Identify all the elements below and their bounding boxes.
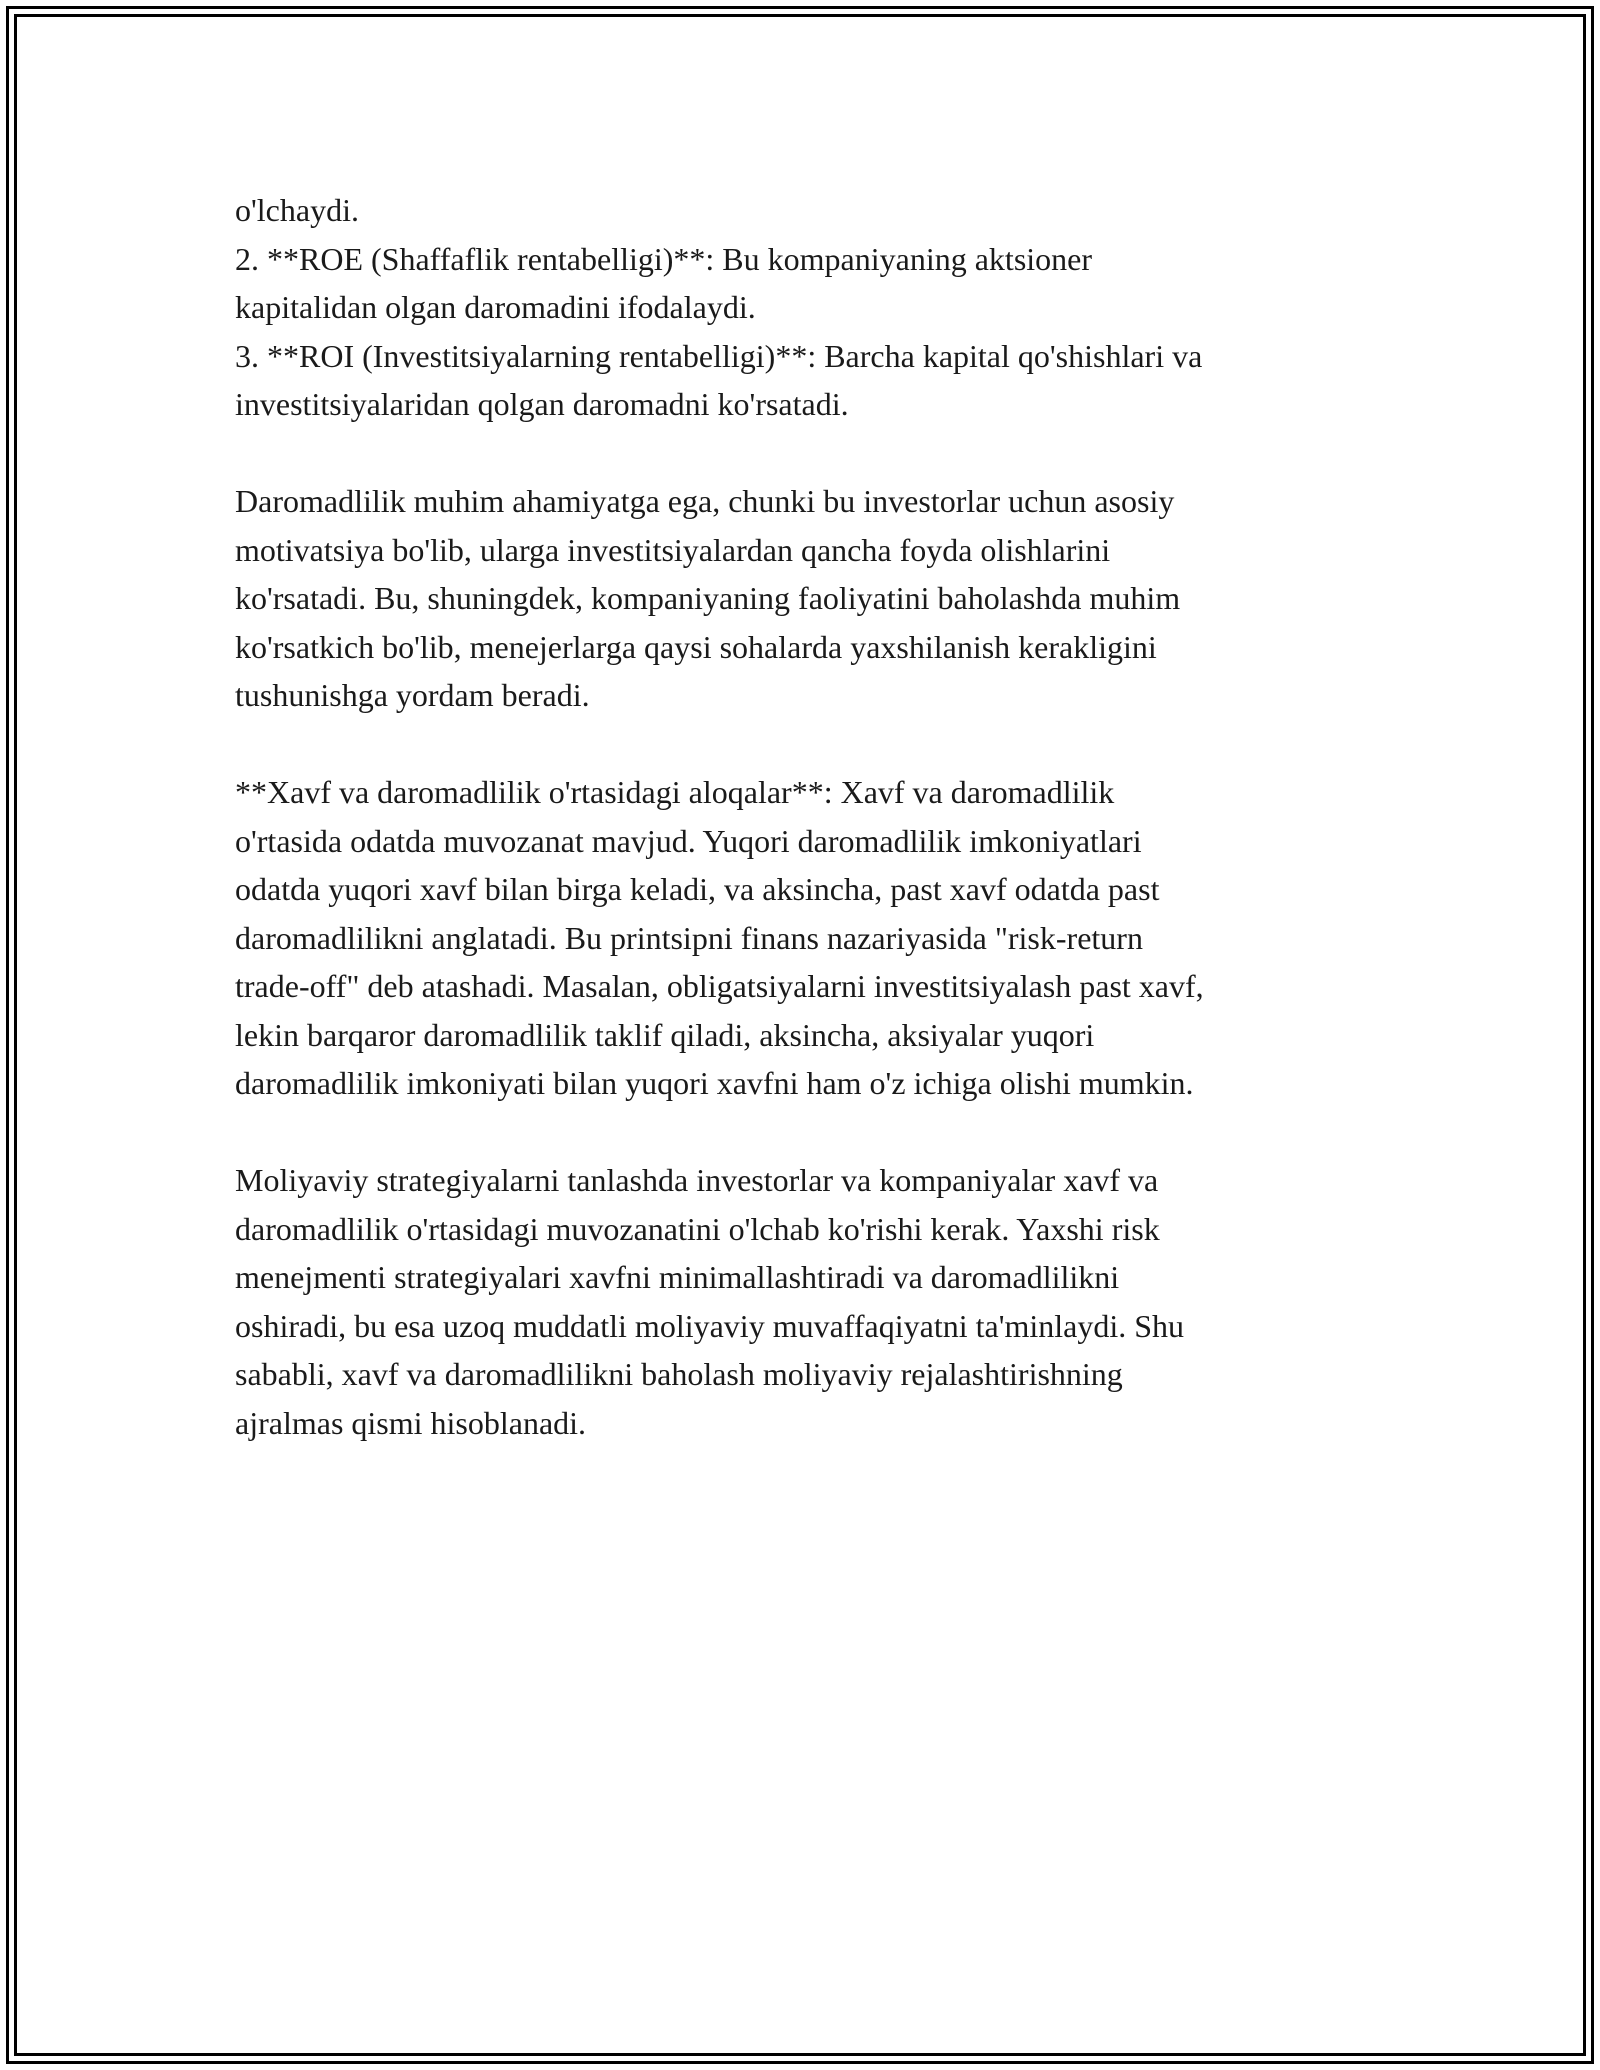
paragraph-ratios-list: o'lchaydi. 2. **ROE (Shaffaflik rentabelligi)**: Bu kompaniyaning aktsioner kapitalidan olgan daromadini ifodalaydi. 3. **ROI (Investitsiyalarning rentabelligi)**: Barcha kapital qo'shishlari va investitsiyalaridan qolgan daromadni ko'rsatadi. <box>235 192 1203 422</box>
paragraph-risk-return-relationship: **Xavf va daromadlilik o'rtasidagi aloqalar**: Xavf va daromadlilik o'rtasida odatda muvozanat mavjud. Yuqori daromadlilik imkoniyatlari odatda yuqori xavf bilan birga keladi, va aksincha, past xavf odatda past daromadlilikni anglatadi. Bu printsipni finans nazariyasida "risk-return trade-off" deb atashadi. Masalan, obligatsiyalarni investitsiyalash past xavf, lekin barqaror daromadlilik taklif qiladi, aksincha, aksiyalar yuqori daromadlilik imkoniyati bilan yuqori xavfni ham o'z ichiga olishi mumkin. <box>235 774 1204 1101</box>
paragraph-profitability-importance: Daromadlilik muhim ahamiyatga ega, chunki bu investorlar uchun asosiy motivatsiya bo'lib, ularga investitsiyalardan qancha foyda olishlarini ko'rsatadi. Bu, shuningdek, kompaniyaning faoliyatini baholashda muhim ko'rsatkich bo'lib, menejerlarga qaysi sohalarda yaxshilanish kerakligini tushunishga yordam beradi. <box>235 483 1181 713</box>
document-body <box>235 186 1385 1447</box>
paragraph-strategy-conclusion: Moliyaviy strategiyalarni tanlashda investorlar va kompaniyalar xavf va daromadlilik o'rtasidagi muvozanatini o'lchab ko'rishi kerak. Yaxshi risk menejmenti strategiyalari xavfni minimallashtiradi va daromadlilikni oshiradi, bu esa uzoq muddatli moliyaviy muvaffaqiyatni ta'minlaydi. Shu sababli, xavf va daromadlilikni baholash moliyaviy rejalashtirishning ajralmas qismi hisoblanadi. <box>235 1162 1185 1441</box>
